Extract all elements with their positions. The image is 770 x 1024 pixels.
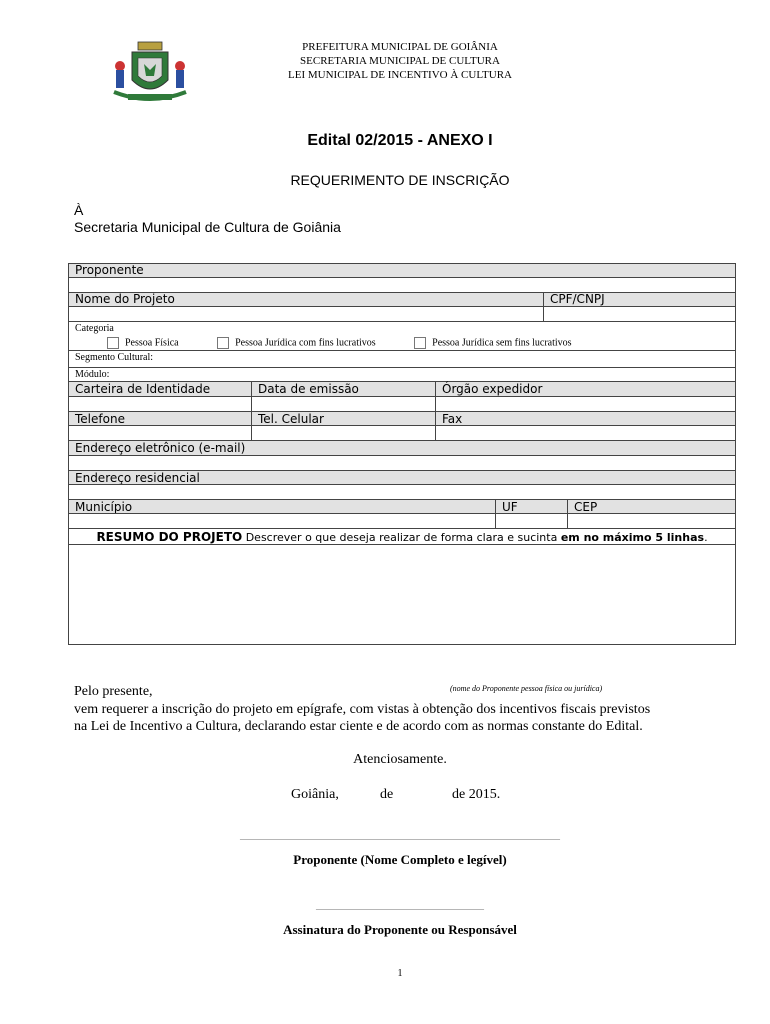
cep-label: CEP [574,500,598,514]
resumo-textarea[interactable] [68,544,736,645]
uf-label: UF [502,500,518,514]
endereco-field[interactable] [68,484,736,500]
declaration-line1: vem requerer a inscrição do projeto em epígrafe, com vistas à obtenção dos incentivos fiscais previstos [74,702,651,717]
fax-label: Fax [442,412,463,426]
nome-projeto-label: Nome do Projeto [75,292,175,306]
identidade-label: Carteira de Identidade [75,382,211,396]
orgao-expedidor-label: Órgão expedidor [442,382,543,396]
telefone-label: Telefone [75,412,125,426]
signature-line-2: __________________________________________ [316,902,484,911]
identidade-field-row [68,396,736,412]
closing-text: Atenciosamente. [353,752,447,767]
proponente-label: Proponente [75,263,144,277]
fax-field[interactable] [435,426,735,440]
declaration-note: (nome do Proponente pessoa física ou jurídica) [450,684,603,693]
proponente-field[interactable] [68,277,736,293]
resumo-end: . [704,531,708,544]
segmento-label: Segmento Cultural: [75,352,154,363]
signature-label: Assinatura do Proponente ou Responsável [283,922,517,937]
declaration-line2: na Lei de Incentivo a Cultura, declarando estar ciente e de acordo com as normas constante do Edital. [74,719,643,734]
municipio-label-row [68,499,736,514]
page-number: 1 [397,968,403,979]
telefone-label-row [68,411,736,426]
orgao-expedidor-field[interactable] [435,397,735,411]
cep-field[interactable] [567,514,735,528]
telefone-field-row [68,425,736,441]
email-label: Endereço eletrônico (e-mail) [75,441,246,455]
pj-sem-fins-checkbox[interactable] [414,337,426,349]
uf-field[interactable] [495,514,568,528]
page-title: Edital 02/2015 - ANEXO I [307,132,493,149]
resumo-title: RESUMO DO PROJETO [96,530,243,544]
signature-line-1: ________________________________________________________________________________ [240,832,560,841]
pj-sem-fins-label: Pessoa Jurídica sem fins lucrativos [432,337,572,349]
email-label-row [68,440,736,456]
identidade-label-row [68,381,736,397]
addressee-secretaria: Secretaria Municipal de Cultura de Goiânia [74,219,341,235]
page-subtitle: REQUERIMENTO DE INSCRIÇÃO [290,172,510,188]
nome-projeto-label-row [68,292,736,307]
proponente-name-label: Proponente (Nome Completo e legível) [293,852,507,867]
header-lei: LEI MUNICIPAL DE INCENTIVO À CULTURA [288,69,512,81]
cpf-cnpj-field[interactable] [543,307,738,321]
endereco-label: Endereço residencial [75,471,200,485]
municipio-field-row [68,513,736,529]
addressee-a: À [74,202,84,218]
email-field[interactable] [68,455,736,471]
header-secretaria: SECRETARIA MUNICIPAL DE CULTURA [300,55,500,67]
resumo-header-row [68,528,736,545]
municipio-label: Município [75,500,133,514]
celular-label: Tel. Celular [258,412,324,426]
pj-com-fins-label: Pessoa Jurídica com fins lucrativos [235,337,376,349]
data-emissao-field[interactable] [251,397,436,411]
categoria-label: Categoria [75,323,114,334]
declaration-intro: Pelo presente, [74,684,153,699]
city-label: Goiânia, [291,787,339,802]
pj-com-fins-checkbox[interactable] [217,337,229,349]
proponente-label-row [68,263,736,278]
modulo-label: Módulo: [75,369,110,380]
categoria-block [68,321,736,382]
cpf-cnpj-label: CPF/CNPJ [550,292,605,306]
resumo-limit: em no máximo 5 linhas [560,531,705,544]
header-prefeitura: PREFEITURA MUNICIPAL DE GOIÂNIA [302,41,498,53]
resumo-header [69,530,735,544]
data-emissao-label: Data de emissão [258,382,359,396]
resumo-instructions: Descrever o que deseja realizar de forma clara e sucinta [242,531,561,544]
celular-field[interactable] [251,426,436,440]
categoria-options [107,337,572,349]
coat-of-arms-logo [108,40,192,106]
pessoa-fisica-checkbox[interactable] [107,337,119,349]
nome-projeto-field-row [68,306,736,322]
endereco-label-row [68,470,736,485]
date-de-label: de [380,787,394,802]
date-year-label: de 2015. [452,787,501,802]
pessoa-fisica-label: Pessoa Física [125,337,179,349]
